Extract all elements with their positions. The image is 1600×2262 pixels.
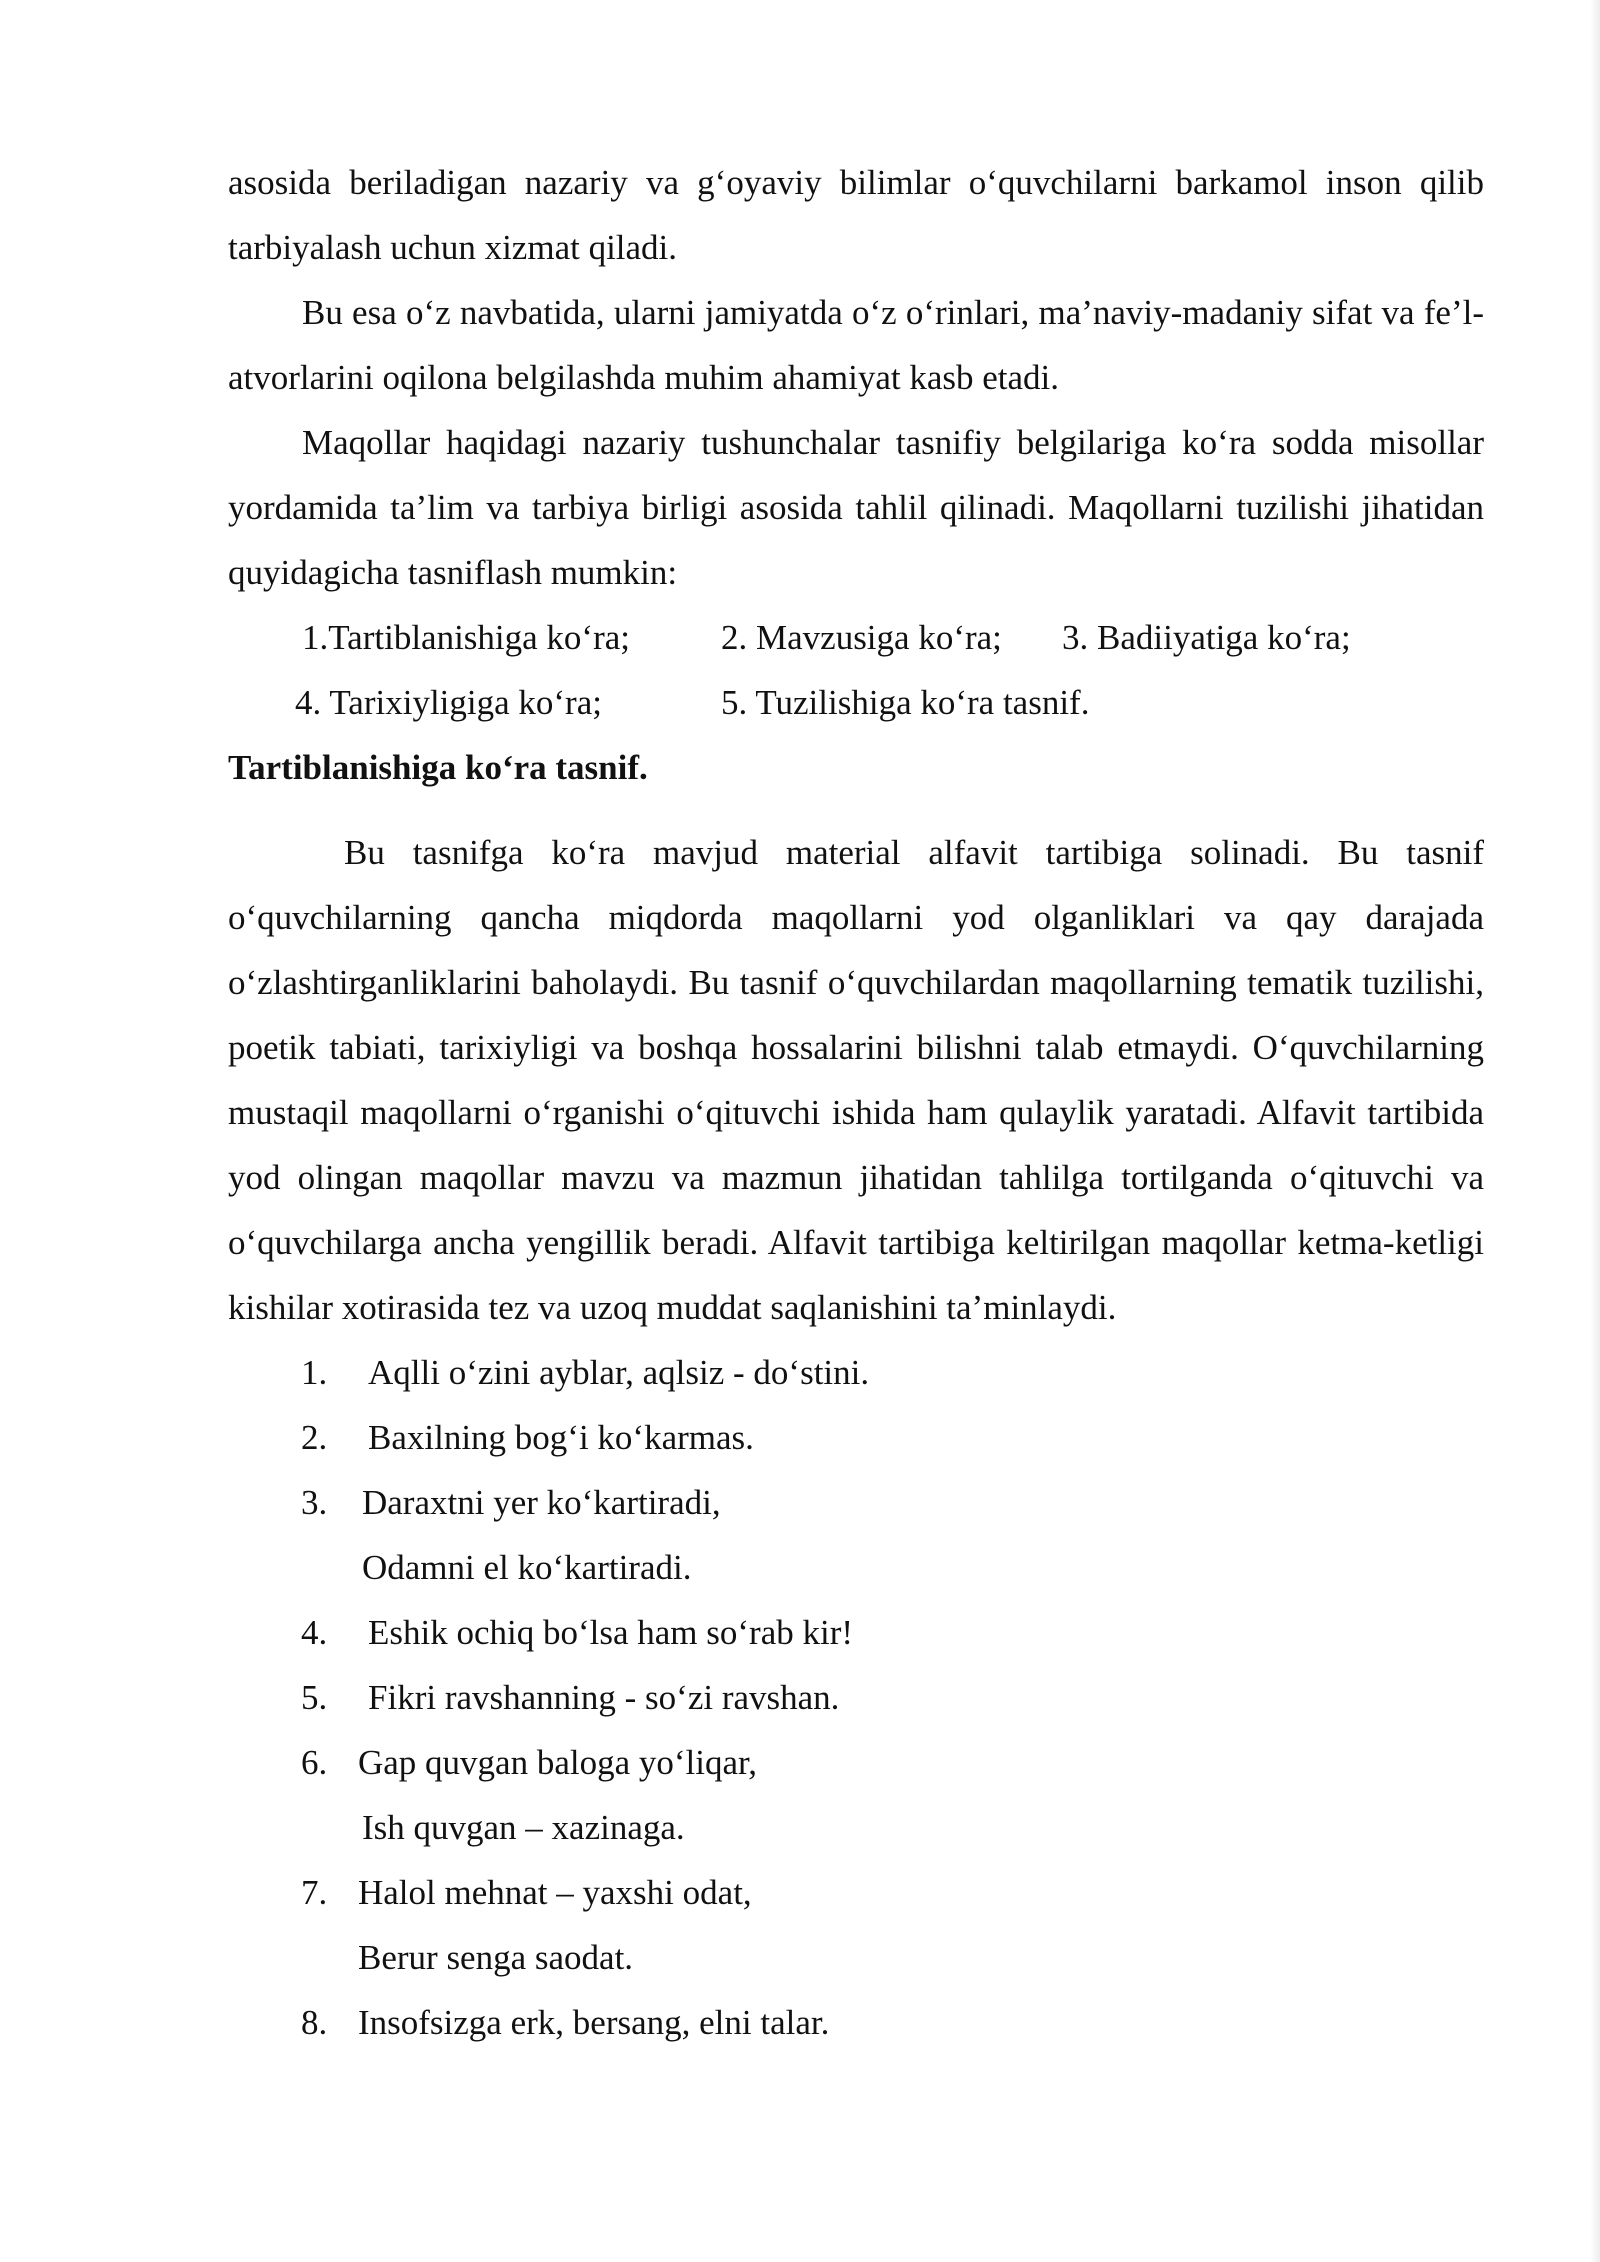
classification-item-2: 2. Mavzusiga ko‘ra; (721, 618, 1002, 657)
classification-row-2 (228, 670, 1484, 735)
list-item-text: Fikri ravshanning - so‘zi ravshan. (368, 1678, 840, 1717)
list-item-text: Insofsizga erk, bersang, elni talar. (358, 2003, 830, 2042)
list-item-number: 6. (301, 1743, 328, 1782)
classification-item-4: 4. Tarixiyligiga ko‘ra; (295, 683, 602, 722)
list-item-text: Daraxtni yer ko‘kartiradi, (362, 1483, 721, 1522)
list-item-text: Berur senga saodat. (358, 1938, 634, 1977)
list-item-text: Baxilning bog‘i ko‘karmas. (368, 1418, 754, 1457)
page-content (228, 150, 1484, 2055)
list-item-number: 3. (301, 1483, 328, 1522)
list-item-continuation (228, 1535, 1484, 1600)
classification-item-5: 5. Tuzilishiga ko‘ra tasnif. (721, 683, 1090, 722)
list-item-text: Aqlli o‘zini ayblar, aqlsiz - do‘stini. (368, 1353, 870, 1392)
proverb-list (228, 1340, 1484, 2055)
list-item-number: 5. (301, 1678, 328, 1717)
list-item-text: Ish quvgan – xazinaga. (362, 1808, 685, 1847)
list-item-text: Eshik ochiq bo‘lsa ham so‘rab kir! (368, 1613, 854, 1652)
section-body-paragraph: Bu tasnifga ko‘ra mavjud material alfavit tartibiga solinadi. Bu tasnif o‘quvchilarning qancha miqdorda maqollarni yod olganliklari va qay darajada o‘zlashtirganliklarini baholaydi. Bu tasnif o‘quvchilardan maqollarning tematik tuzilishi, poetik tabiati, tarixiyligi va boshqa hossalarini bilishni talab etmaydi. O‘quvchilarning mustaqil maqollarni o‘rganishi o‘qituvchi ishida ham qulaylik yaratadi. Alfavit tartibida yod olingan maqollar mavzu va mazmun jihatidan tahlilga tortilganda o‘qituvchi va o‘quvchilarga ancha yengillik beradi. Alfavit tartibiga keltirilgan maqollar ketma-ketligi kishilar xotirasida tez va uzoq muddat saqlanishini ta’minlaydi. (228, 833, 1484, 1327)
list-item-number: 8. (301, 2003, 328, 2042)
list-item-text: Gap quvgan baloga yo‘liqar, (358, 1743, 758, 1782)
list-item-number: 4. (301, 1613, 328, 1652)
intro-paragraph-2: Bu esa o‘z navbatida, ularni jamiyatda o‘z o‘rinlari, ma’naviy-madaniy sifat va fe’l-atvorlarini oqilona belgilashda muhim ahamiyat kasb etadi. (228, 293, 1484, 397)
section-heading: Tartiblanishiga ko‘ra tasnif. (228, 748, 648, 787)
list-item (228, 1470, 1484, 1535)
classification-item-1: 1.Tartiblanishiga ko‘ra; (302, 618, 631, 657)
list-item (228, 1990, 1484, 2055)
list-item (228, 1860, 1484, 1925)
classification-item-3: 3. Badiiyatiga ko‘ra; (1062, 618, 1351, 657)
list-item (228, 1405, 1484, 1470)
intro-paragraph-continuation: asosida beriladigan nazariy va g‘oyaviy bilimlar o‘quvchilarni barkamol inson qilib tarbiyalash uchun xizmat qiladi. (228, 163, 1484, 267)
list-item-continuation (228, 1795, 1484, 1860)
list-item (228, 1340, 1484, 1405)
list-item-continuation (228, 1925, 1484, 1990)
list-item-text: Halol mehnat – yaxshi odat, (358, 1873, 752, 1912)
list-item-number: 7. (301, 1873, 328, 1912)
intro-paragraph-3: Maqollar haqidagi nazariy tushunchalar tasnifiy belgilariga ko‘ra sodda misollar yordamida ta’lim va tarbiya birligi asosida tahlil qilinadi. Maqollarni tuzilishi jihatidan quyidagicha tasniflash mumkin: (228, 423, 1484, 592)
list-item (228, 1600, 1484, 1665)
list-item-number: 2. (301, 1418, 328, 1457)
list-item (228, 1730, 1484, 1795)
list-item-number: 1. (301, 1353, 328, 1392)
list-item-text: Odamni el ko‘kartiradi. (362, 1548, 692, 1587)
classification-row-1 (228, 605, 1484, 670)
list-item (228, 1665, 1484, 1730)
page-edge-shadow (1590, 0, 1600, 2262)
